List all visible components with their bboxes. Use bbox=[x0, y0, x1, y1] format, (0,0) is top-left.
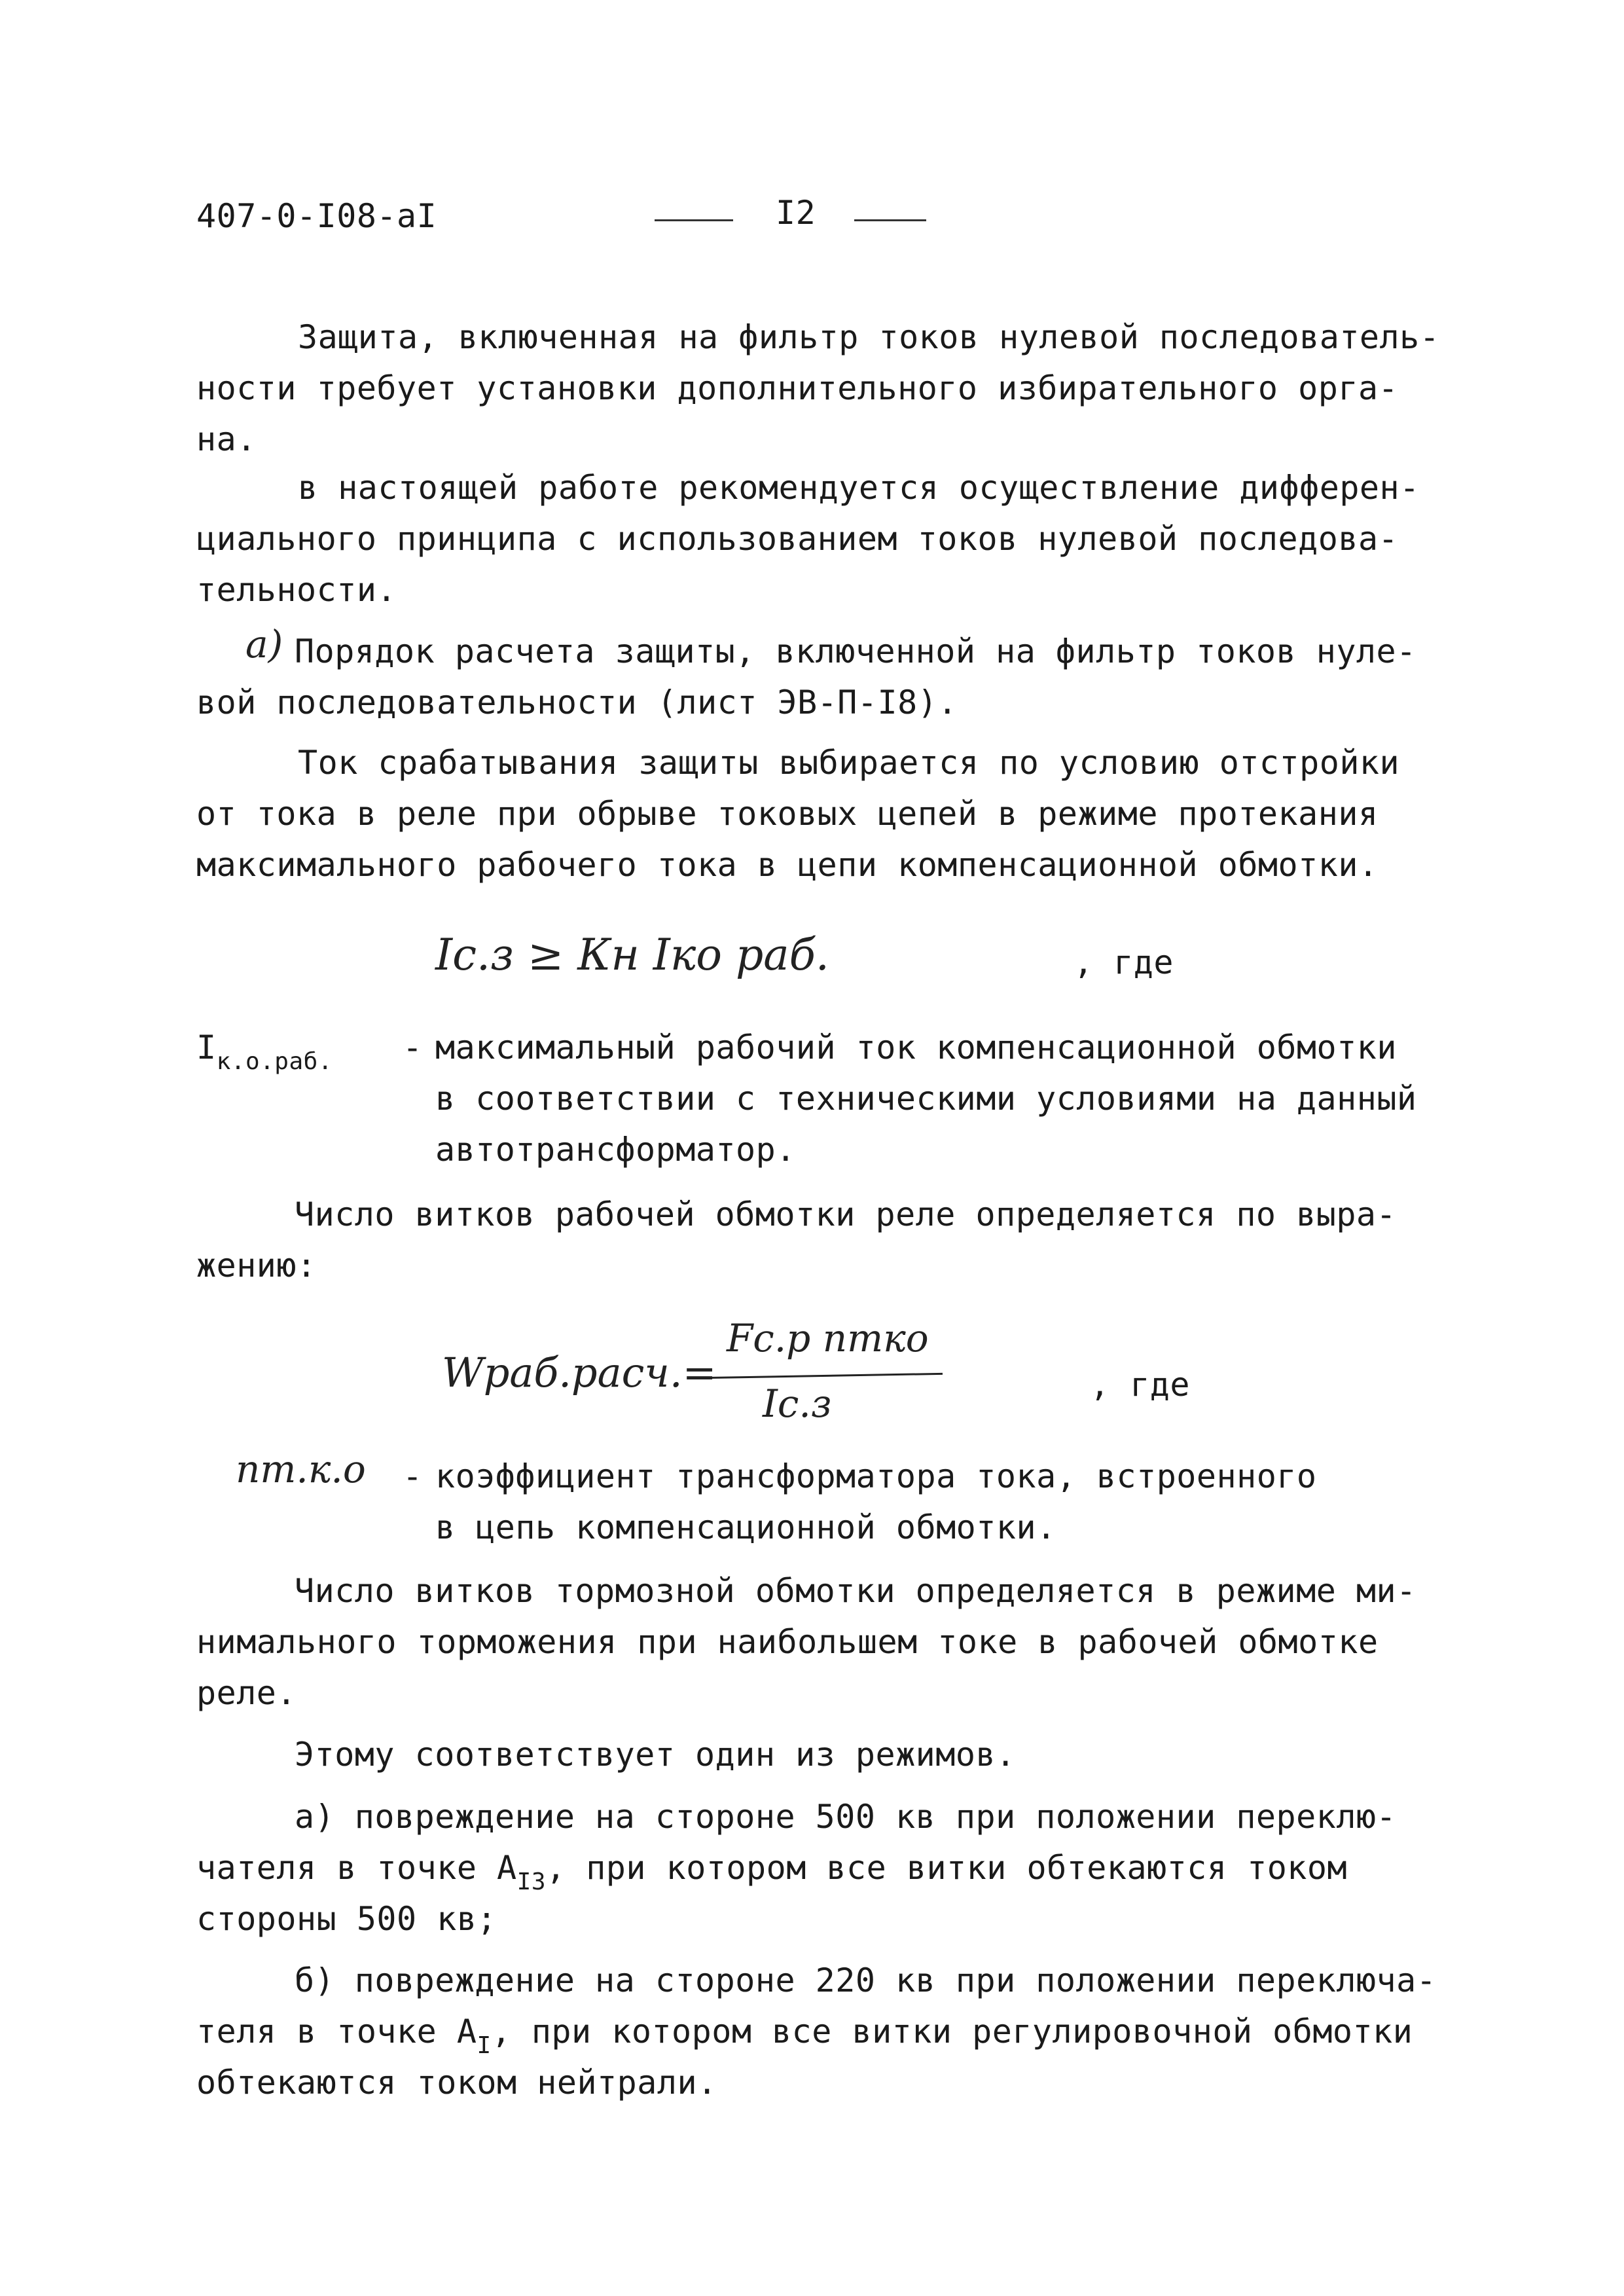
list-item-line bbox=[196, 1842, 1347, 1898]
formula-suffix: , где bbox=[1074, 943, 1174, 981]
list-item-text: теля в точке А bbox=[196, 2013, 477, 2050]
paragraph-line: Порядок расчета защиты, включенной на фильтр токов нуле- bbox=[295, 632, 1416, 670]
paragraph-line: вой последовательности (лист ЭВ-П-I8). bbox=[196, 683, 958, 721]
list-item-text: , при котором все витки регулировочной обмотки bbox=[491, 2013, 1413, 2050]
definition-line: максимальный рабочий ток компенсационной обмотки bbox=[435, 1029, 1397, 1066]
definition-line: в цепь компенсационной обмотки. bbox=[435, 1508, 1056, 1546]
paragraph-line: жению: bbox=[196, 1247, 317, 1285]
point-subscript: I3 bbox=[516, 1868, 546, 1895]
handwritten-item-marker: а) bbox=[245, 622, 283, 666]
paragraph-line: на. bbox=[196, 420, 257, 458]
formula-turns-denominator: Iс.з bbox=[763, 1381, 832, 1426]
list-item-line: обтекаются током нейтрали. bbox=[196, 2064, 717, 2102]
page-number: I2 bbox=[776, 194, 816, 232]
paragraph-line: Защита, включенная на фильтр токов нулевой последователь- bbox=[298, 318, 1440, 356]
list-item-line: стороны 500 кв; bbox=[196, 1900, 497, 1938]
definition-dash: - bbox=[403, 1457, 423, 1495]
definition-symbol bbox=[196, 1021, 333, 1078]
point-subscript: I bbox=[477, 2032, 492, 2059]
paragraph-line: тельности. bbox=[196, 571, 397, 609]
list-item-line: а) повреждение на стороне 500 кв при положении переклю- bbox=[295, 1798, 1397, 1836]
formula-fraction-bar bbox=[704, 1373, 943, 1379]
paragraph-line: Число витков рабочей обмотки реле определяется по выра- bbox=[295, 1195, 1397, 1233]
formula-current-setting: Iс.з ≥ Кн Iко раб. bbox=[435, 930, 829, 980]
paragraph-line: от тока в реле при обрыве токовых цепей в режиме протекания bbox=[196, 795, 1379, 833]
list-item-line bbox=[196, 2005, 1413, 2062]
paragraph-line: в настоящей работе рекомендуется осуществление дифферен- bbox=[298, 469, 1420, 507]
formula-turns-numerator: Fс.р nтко bbox=[727, 1316, 929, 1360]
paragraph-line: Этому соответствует один из режимов. bbox=[295, 1736, 1016, 1774]
paragraph-line: Ток срабатывания защиты выбирается по условию отстройки bbox=[298, 744, 1400, 782]
definition-symbol-handwritten: nт.к.о bbox=[236, 1447, 366, 1491]
paragraph-line: ности требует установки дополнительного избирательного орга- bbox=[196, 369, 1399, 407]
paragraph-line: Число витков тормозной обмотки определяется в режиме ми- bbox=[295, 1572, 1416, 1610]
header-dash-right bbox=[854, 219, 926, 221]
definition-symbol-main: I bbox=[196, 1029, 217, 1066]
definition-dash: - bbox=[403, 1029, 423, 1066]
list-item-text: чателя в точке А bbox=[196, 1849, 517, 1887]
paragraph-line: максимального рабочего тока в цепи компенсационной обмотки. bbox=[196, 846, 1379, 884]
definition-line: автотрансформатор. bbox=[435, 1131, 796, 1169]
definition-symbol-subscript: к.о.раб. bbox=[216, 1048, 333, 1075]
definition-line: коэффициент трансформатора тока, встроенного bbox=[435, 1457, 1317, 1495]
formula-suffix: , где bbox=[1090, 1366, 1191, 1404]
paragraph-line: циального принципа с использованием токов нулевой последова- bbox=[196, 520, 1399, 558]
list-item-text: , при котором все витки обтекаются током bbox=[546, 1849, 1348, 1887]
paragraph-line: реле. bbox=[196, 1674, 297, 1712]
paragraph-line: нимального торможения при наибольшем токе в рабочей обмотке bbox=[196, 1623, 1379, 1661]
document-code: 407-0-I08-aI bbox=[196, 197, 437, 235]
definition-line: в соответствии с техническими условиями на данный bbox=[435, 1080, 1417, 1118]
formula-turns-lhs: Wраб.расч.= bbox=[442, 1349, 717, 1396]
list-item-line: б) повреждение на стороне 220 кв при положении переключа- bbox=[295, 1961, 1437, 1999]
header-dash-left bbox=[655, 219, 733, 221]
